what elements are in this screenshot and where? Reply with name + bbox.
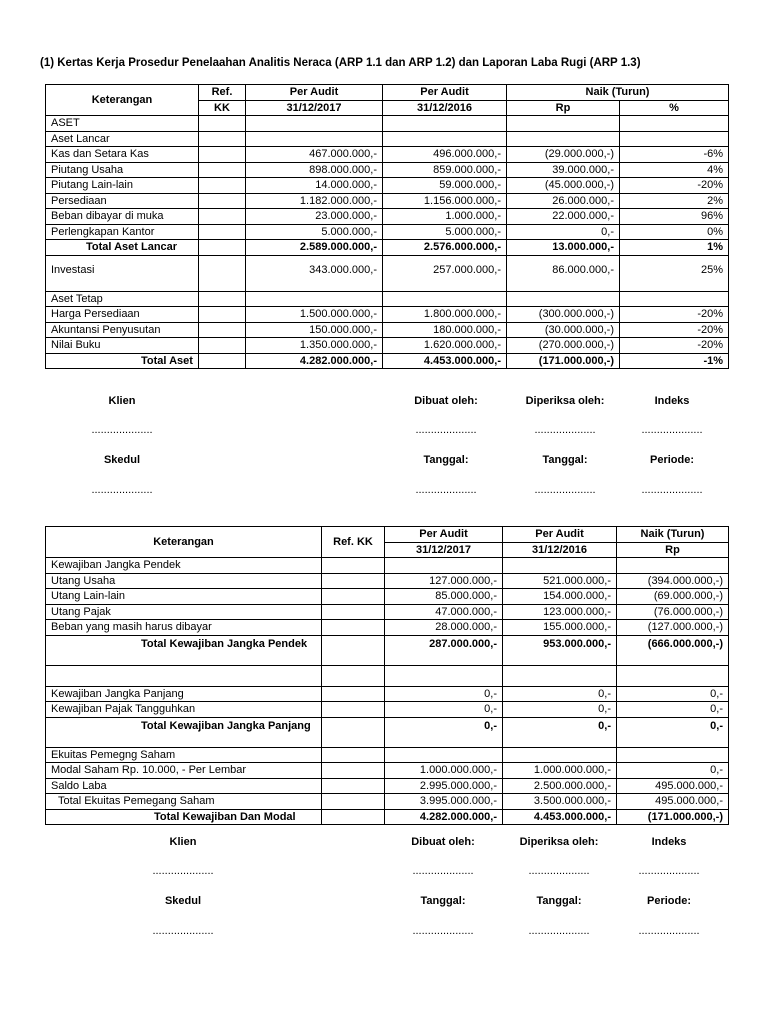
indeks-field[interactable]: ....................	[638, 865, 700, 877]
table-row	[46, 147, 729, 163]
cell-a2016: 1.800.000.000,-	[383, 307, 507, 323]
cell-rp: 0,-	[507, 224, 620, 240]
cell-a2017: 467.000.000,-	[246, 147, 383, 163]
total-aset-lancar-2017: 2.589.000.000,-	[246, 240, 383, 256]
section-row	[46, 291, 729, 307]
tanggal-field[interactable]: ....................	[528, 925, 590, 937]
total-aset-lancar-2016: 2.576.000.000,-	[383, 240, 507, 256]
cell-pct: 0%	[620, 224, 729, 240]
periode-field[interactable]: ....................	[638, 925, 700, 937]
cell-rp: (270.000.000,-)	[507, 338, 620, 354]
total-aset-label: Total Aset	[46, 353, 199, 369]
cell-pct: -20%	[620, 307, 729, 323]
cell-a2017: 5.000.000,-	[246, 224, 383, 240]
cell-a2017: 1.000.000.000,-	[385, 763, 503, 779]
skedul-label: Skedul	[164, 895, 202, 907]
total-pendek-2016: 953.000.000,-	[503, 635, 617, 665]
header-date-2016: 31/12/2016	[383, 100, 507, 116]
cell-label: Modal Saham Rp. 10.000, - Per Lembar	[46, 763, 322, 779]
klien-field[interactable]: ....................	[91, 424, 153, 436]
table-row	[46, 573, 729, 589]
cell-a2016: 521.000.000,-	[503, 573, 617, 589]
cell-a2016: 0,-	[503, 702, 617, 718]
periode-label: Periode:	[646, 895, 692, 907]
cell-label: Kewajiban Jangka Panjang	[46, 686, 322, 702]
kewajiban-panjang-rows	[46, 665, 729, 717]
section-ekuitas: Ekuitas Pemegng Saham	[46, 747, 322, 763]
investasi-row	[46, 255, 729, 291]
cell-a2017: 1.500.000.000,-	[246, 307, 383, 323]
cell-label: Utang Pajak	[46, 604, 322, 620]
aset-lancar-rows	[46, 147, 729, 240]
investasi-2016: 257.000.000,-	[383, 255, 507, 291]
cell-a2016: 59.000.000,-	[383, 178, 507, 194]
header-keterangan: Keterangan	[46, 527, 322, 558]
total-aset-lancar-label: Total Aset Lancar	[46, 240, 199, 256]
cell-label: Utang Usaha	[46, 573, 322, 589]
table-row	[46, 686, 729, 702]
ekuitas-rows	[46, 763, 729, 794]
tanggal-label: Tanggal:	[420, 895, 466, 907]
dibuat-oleh-label: Dibuat oleh:	[414, 395, 478, 407]
table-row	[46, 178, 729, 194]
cell-label: Beban dibayar di muka	[46, 209, 199, 225]
section-kewajiban-pendek: Kewajiban Jangka Pendek	[46, 558, 322, 574]
tanggal-label: Tanggal:	[542, 454, 588, 466]
cell-rp: (69.000.000,-)	[617, 589, 729, 605]
section-row	[46, 747, 729, 763]
cell-rp: (30.000.000,-)	[507, 322, 620, 338]
table-row	[46, 763, 729, 779]
klien-label: Klien	[108, 395, 136, 407]
total-kewajiban-modal-2017: 4.282.000.000,-	[385, 809, 503, 825]
total-aset-2016: 4.453.000.000,-	[383, 353, 507, 369]
table-row	[46, 193, 729, 209]
total-kewajiban-modal-label: Total Kewajiban Dan Modal	[46, 809, 322, 825]
cell-label: Utang Lain-lain	[46, 589, 322, 605]
header-per-audit-2016: Per Audit	[503, 527, 617, 543]
diperiksa-oleh-label: Diperiksa oleh:	[525, 395, 605, 407]
cell-label: Harga Persediaan	[46, 307, 199, 323]
cell-a2016: 2.500.000.000,-	[503, 778, 617, 794]
section-aset: ASET	[46, 116, 199, 132]
total-pendek-label: Total Kewajiban Jangka Pendek	[46, 635, 322, 665]
header-pct: %	[620, 100, 729, 116]
cell-rp: (394.000.000,-)	[617, 573, 729, 589]
total-pendek-2017: 287.000.000,-	[385, 635, 503, 665]
skedul-field[interactable]: ....................	[91, 484, 153, 496]
total-kewajiban-modal-2016: 4.453.000.000,-	[503, 809, 617, 825]
kewajiban-pendek-rows	[46, 573, 729, 635]
cell-pct: 4%	[620, 162, 729, 178]
table-row	[46, 338, 729, 354]
header-rp: Rp	[617, 542, 729, 558]
header-per-audit-2016: Per Audit	[383, 85, 507, 101]
klien-label: Klien	[169, 836, 197, 848]
total-panjang-2017: 0,-	[385, 717, 503, 747]
cell-label: Persediaan	[46, 193, 199, 209]
table-row	[46, 589, 729, 605]
total-aset-2017: 4.282.000.000,-	[246, 353, 383, 369]
total-row	[46, 240, 729, 256]
cell-label: Beban yang masih harus dibayar	[46, 620, 322, 636]
cell-rp: (300.000.000,-)	[507, 307, 620, 323]
cell-rp: (127.000.000,-)	[617, 620, 729, 636]
cell-rp: 26.000.000,-	[507, 193, 620, 209]
aset-table	[45, 84, 729, 369]
skedul-label: Skedul	[103, 454, 141, 466]
section-aset-tetap: Aset Tetap	[46, 291, 199, 307]
cell-a2017: 0,-	[385, 686, 503, 702]
section-row	[46, 558, 729, 574]
cell-rp: (29.000.000,-)	[507, 147, 620, 163]
cell-label: Saldo Laba	[46, 778, 322, 794]
document-title: (1) Kertas Kerja Prosedur Penelaahan Analitis Neraca (ARP 1.1 dan ARP 1.2) dan Laporan Laba Rugi (ARP 1.3)	[40, 57, 641, 69]
periode-label: Periode:	[649, 454, 695, 466]
cell-a2016: 180.000.000,-	[383, 322, 507, 338]
cell-a2016: 1.620.000.000,-	[383, 338, 507, 354]
cell-a2016: 496.000.000,-	[383, 147, 507, 163]
cell-label: Nilai Buku	[46, 338, 199, 354]
tanggal-label: Tanggal:	[423, 454, 469, 466]
total-aset-pct: -1%	[620, 353, 729, 369]
total-aset-rp: (171.000.000,-)	[507, 353, 620, 369]
cell-pct: -20%	[620, 322, 729, 338]
total-ekuitas-label: Total Ekuitas Pemegang Saham	[46, 794, 322, 810]
cell-a2017: 0,-	[385, 702, 503, 718]
cell-label: Akuntansi Penyusutan	[46, 322, 199, 338]
cell-a2016: 154.000.000,-	[503, 589, 617, 605]
header-naik-turun: Naik (Turun)	[507, 85, 729, 101]
cell-a2017: 150.000.000,-	[246, 322, 383, 338]
cell-label: Kas dan Setara Kas	[46, 147, 199, 163]
section-aset-lancar: Aset Lancar	[46, 131, 199, 147]
indeks-label: Indeks	[654, 395, 690, 407]
total-panjang-rp: 0,-	[617, 717, 729, 747]
cell-pct: 96%	[620, 209, 729, 225]
cell-a2016: 0,-	[503, 686, 617, 702]
cell-a2016: 1.000.000.000,-	[503, 763, 617, 779]
table-row	[46, 322, 729, 338]
cell-a2017: 2.995.000.000,-	[385, 778, 503, 794]
total-aset-lancar-pct: 1%	[620, 240, 729, 256]
cell-pct: 2%	[620, 193, 729, 209]
investasi-2017: 343.000.000,-	[246, 255, 383, 291]
investasi-rp: 86.000.000,-	[507, 255, 620, 291]
table-row	[46, 307, 729, 323]
cell-a2016: 5.000.000,-	[383, 224, 507, 240]
periode-field[interactable]: ....................	[641, 484, 703, 496]
cell-rp: 0,-	[617, 702, 729, 718]
cell-a2017: 127.000.000,-	[385, 573, 503, 589]
tanggal-field[interactable]: ....................	[412, 925, 474, 937]
cell-a2017: 1.182.000.000,-	[246, 193, 383, 209]
total-ekuitas-2017: 3.995.000.000,-	[385, 794, 503, 810]
cell-rp: 39.000.000,-	[507, 162, 620, 178]
tanggal-field[interactable]: ....................	[415, 484, 477, 496]
cell-rp: (76.000.000,-)	[617, 604, 729, 620]
dibuat-oleh-field[interactable]: ....................	[415, 424, 477, 436]
cell-a2017: 28.000.000,-	[385, 620, 503, 636]
header-ref: Ref.	[199, 85, 246, 101]
investasi-label: Investasi	[46, 255, 199, 291]
diperiksa-oleh-field[interactable]: ....................	[534, 424, 596, 436]
cell-a2017: 47.000.000,-	[385, 604, 503, 620]
tanggal-field[interactable]: ....................	[534, 484, 596, 496]
header-date-2017: 31/12/2017	[385, 542, 503, 558]
klien-field[interactable]: ....................	[152, 865, 214, 877]
cell-pct: -6%	[620, 147, 729, 163]
investasi-pct: 25%	[620, 255, 729, 291]
cell-rp: 22.000.000,-	[507, 209, 620, 225]
header-date-2016: 31/12/2016	[503, 542, 617, 558]
tanggal-label: Tanggal:	[536, 895, 582, 907]
table-row	[46, 620, 729, 636]
skedul-field[interactable]: ....................	[152, 925, 214, 937]
cell-a2016: 1.156.000.000,-	[383, 193, 507, 209]
cell-a2016: 155.000.000,-	[503, 620, 617, 636]
cell-label: Kewajiban Pajak Tangguhkan	[46, 702, 322, 718]
total-row	[46, 809, 729, 825]
cell-rp: (45.000.000,-)	[507, 178, 620, 194]
section-row	[46, 116, 729, 132]
total-aset-lancar-rp: 13.000.000,-	[507, 240, 620, 256]
cell-pct: -20%	[620, 178, 729, 194]
cell-a2017: 898.000.000,-	[246, 162, 383, 178]
spacer-row	[46, 665, 729, 686]
cell-rp: 0,-	[617, 686, 729, 702]
cell-a2016: 123.000.000,-	[503, 604, 617, 620]
total-row	[46, 717, 729, 747]
cell-a2017: 1.350.000.000,-	[246, 338, 383, 354]
cell-pct: -20%	[620, 338, 729, 354]
table-row	[46, 702, 729, 718]
kewajiban-table	[45, 526, 729, 825]
table-row	[46, 778, 729, 794]
cell-rp: 495.000.000,-	[617, 778, 729, 794]
dibuat-oleh-label: Dibuat oleh:	[411, 836, 475, 848]
table-header-row	[46, 85, 729, 101]
header-ref-kk: Ref. KK	[322, 527, 385, 558]
diperiksa-oleh-field[interactable]: ....................	[528, 865, 590, 877]
cell-a2017: 85.000.000,-	[385, 589, 503, 605]
table-header-row	[46, 527, 729, 543]
table-row	[46, 604, 729, 620]
section-row	[46, 131, 729, 147]
header-date-2017: 31/12/2017	[246, 100, 383, 116]
total-row	[46, 794, 729, 810]
header-rp: Rp	[507, 100, 620, 116]
header-kk: KK	[199, 100, 246, 116]
cell-a2016: 1.000.000,-	[383, 209, 507, 225]
total-ekuitas-2016: 3.500.000.000,-	[503, 794, 617, 810]
header-per-audit-2017: Per Audit	[246, 85, 383, 101]
header-naik-turun: Naik (Turun)	[617, 527, 729, 543]
total-ekuitas-rp: 495.000.000,-	[617, 794, 729, 810]
table-row	[46, 162, 729, 178]
cell-a2017: 14.000.000,-	[246, 178, 383, 194]
total-row	[46, 635, 729, 665]
cell-rp: 0,-	[617, 763, 729, 779]
indeks-label: Indeks	[651, 836, 687, 848]
total-pendek-rp: (666.000.000,-)	[617, 635, 729, 665]
total-panjang-label: Total Kewajiban Jangka Panjang	[46, 717, 322, 747]
diperiksa-oleh-label: Diperiksa oleh:	[519, 836, 599, 848]
table-row	[46, 209, 729, 225]
dibuat-oleh-field[interactable]: ....................	[412, 865, 474, 877]
total-kewajiban-modal-rp: (171.000.000,-)	[617, 809, 729, 825]
cell-a2016: 859.000.000,-	[383, 162, 507, 178]
aset-tetap-rows	[46, 307, 729, 354]
table-row	[46, 224, 729, 240]
header-keterangan: Keterangan	[46, 85, 199, 116]
indeks-field[interactable]: ....................	[641, 424, 703, 436]
cell-label: Piutang Lain-lain	[46, 178, 199, 194]
total-row	[46, 353, 729, 369]
cell-a2017: 23.000.000,-	[246, 209, 383, 225]
header-per-audit-2017: Per Audit	[385, 527, 503, 543]
cell-label: Piutang Usaha	[46, 162, 199, 178]
total-panjang-2016: 0,-	[503, 717, 617, 747]
cell-label: Perlengkapan Kantor	[46, 224, 199, 240]
